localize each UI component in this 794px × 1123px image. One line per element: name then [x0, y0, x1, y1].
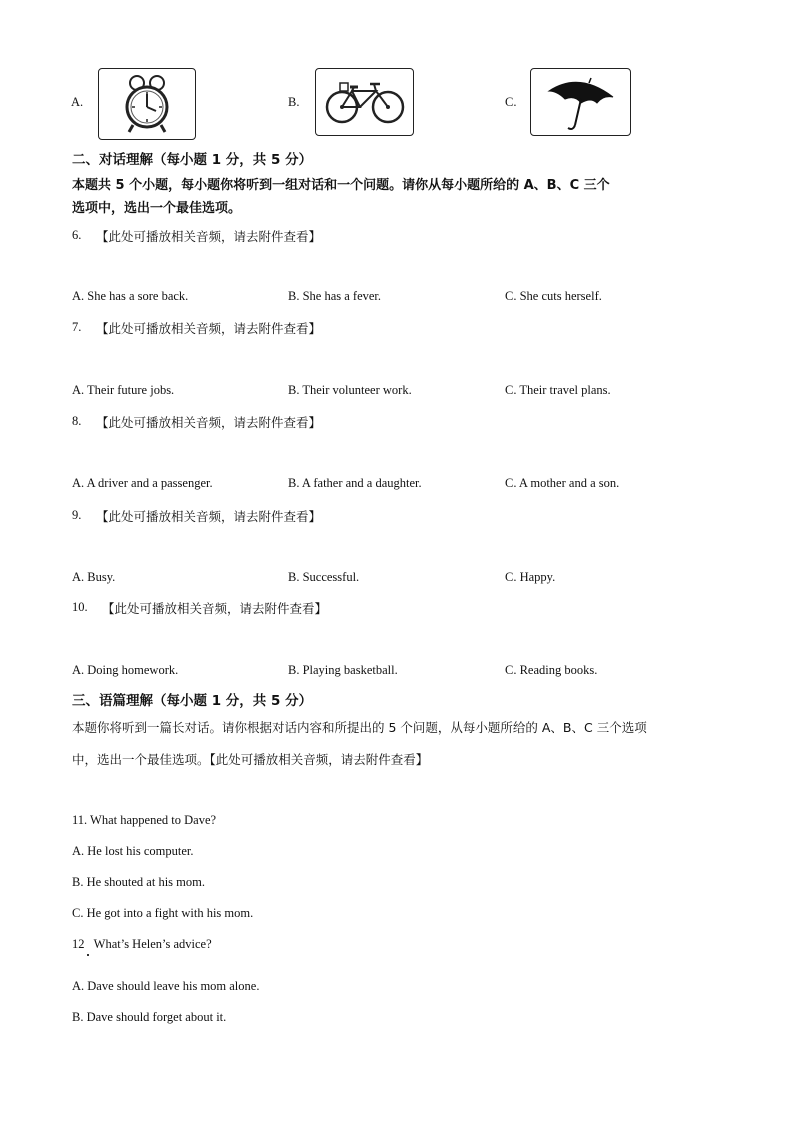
q12-option-b: B. Dave should forget about it.	[72, 1010, 227, 1024]
audio-prompt: 【此处可播放相关音频，请去附件查看】	[102, 601, 328, 616]
option-a: A. Busy.	[72, 570, 116, 584]
option-b: B. Successful.	[288, 570, 360, 584]
question-number: 7.	[72, 320, 82, 334]
bicycle-icon	[316, 69, 413, 135]
option-a: A. She has a sore back.	[72, 289, 189, 303]
q11-option-b: B. He shouted at his mom.	[72, 875, 205, 889]
option-b: B. She has a fever.	[288, 289, 382, 303]
stray-dot	[87, 954, 89, 956]
option-a-label: A.	[71, 95, 84, 109]
umbrella-image	[530, 68, 631, 136]
section2-heading: 二、对话理解（每小题 1 分，共 5 分）	[72, 152, 313, 168]
option-a: A. Doing homework.	[72, 663, 179, 677]
section3-instruction-line2: 中，选出一个最佳选项。【此处可播放相关音频，请去附件查看】	[72, 752, 429, 767]
option-c: C. Their travel plans.	[505, 383, 611, 397]
audio-prompt: 【此处可播放相关音频，请去附件查看】	[96, 415, 322, 430]
question-number: 8.	[72, 414, 82, 428]
alarm-clock-image	[98, 68, 196, 140]
option-b: B. A father and a daughter.	[288, 476, 422, 490]
q11-option-a: A. He lost his computer.	[72, 844, 194, 858]
question-12: 12 What’s Helen’s advice?	[72, 937, 212, 951]
section2-instruction-line1: 本题共 5 个小题，每小题你将听到一组对话和一个问题。请你从每小题所给的 A、B、C 三个	[72, 178, 610, 193]
alarm-clock-icon	[99, 69, 195, 139]
audio-prompt: 【此处可播放相关音频，请去附件查看】	[96, 229, 322, 244]
option-c: C. Happy.	[505, 570, 556, 584]
section3-heading: 三、语篇理解（每小题 1 分，共 5 分）	[72, 693, 313, 709]
question-number: 9.	[72, 508, 82, 522]
audio-prompt: 【此处可播放相关音频，请去附件查看】	[96, 321, 322, 336]
question-number: 10.	[72, 600, 88, 614]
option-c-label: C.	[505, 95, 517, 109]
bicycle-image	[315, 68, 414, 136]
section3-instruction-line1: 本题你将听到一篇长对话。请你根据对话内容和所提出的 5 个问题，从每小题所给的 A、B、C 三个选项	[72, 720, 647, 735]
option-a: A. A driver and a passenger.	[72, 476, 213, 490]
option-c: C. She cuts herself.	[505, 289, 602, 303]
option-c: C. Reading books.	[505, 663, 598, 677]
umbrella-icon	[531, 69, 630, 135]
option-a: A. Their future jobs.	[72, 383, 175, 397]
option-c: C. A mother and a son.	[505, 476, 620, 490]
section2-instruction-line2: 选项中，选出一个最佳选项。	[72, 201, 242, 216]
q12-option-a: A. Dave should leave his mom alone.	[72, 979, 260, 993]
question-number: 6.	[72, 228, 82, 242]
option-b: B. Playing basketball.	[288, 663, 398, 677]
q11-option-c: C. He got into a fight with his mom.	[72, 906, 254, 920]
question-11: 11. What happened to Dave?	[72, 813, 217, 827]
audio-prompt: 【此处可播放相关音频，请去附件查看】	[96, 509, 322, 524]
option-b: B. Their volunteer work.	[288, 383, 412, 397]
option-b-label: B.	[288, 95, 300, 109]
